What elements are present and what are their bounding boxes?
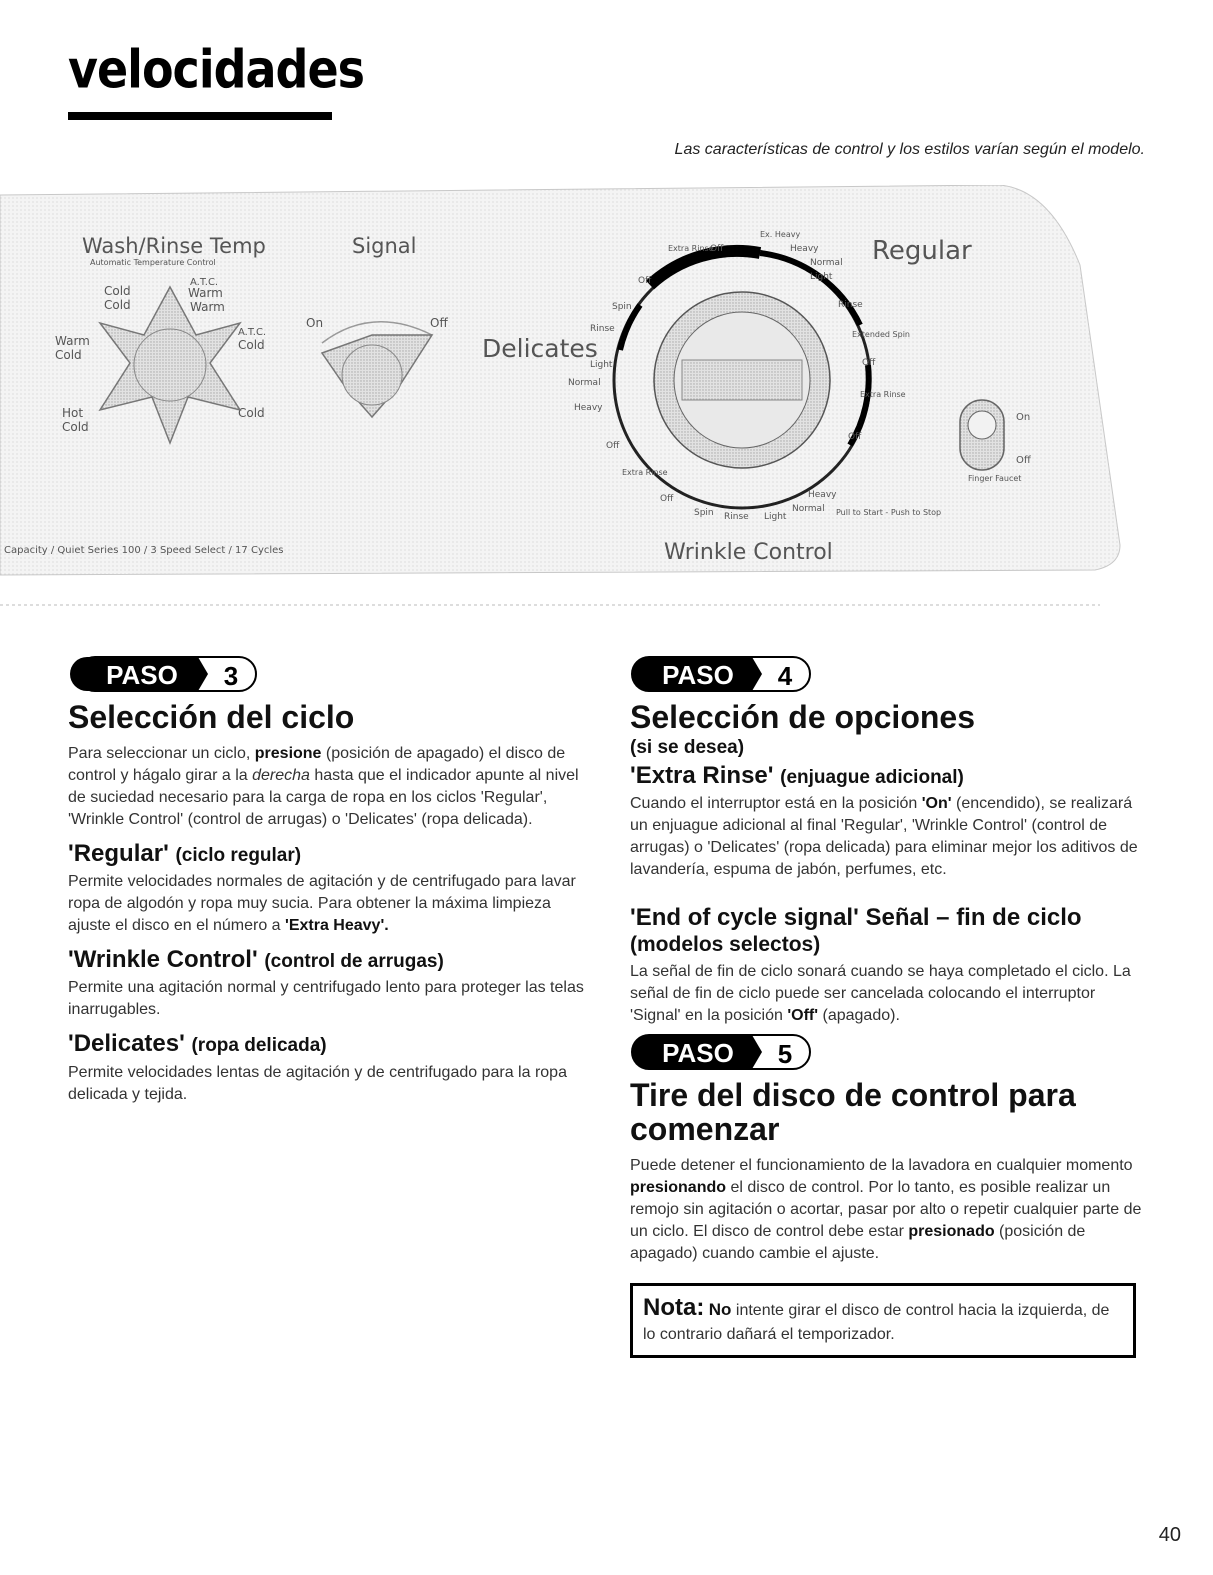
dial-heavy-left: Heavy: [574, 403, 603, 413]
temp-label-5: Warm: [55, 334, 90, 348]
dial-light-top: Light: [810, 272, 833, 282]
signal-off-label: Off: [430, 316, 448, 330]
dial-off-top: Off: [710, 244, 724, 254]
nota-text: intente girar el disco de control hacia la izquierda, de lo contrario dañará el temporizador.: [643, 1301, 1110, 1343]
finger-faucet-label: Finger Faucet: [968, 474, 1022, 483]
delicates-label: Delicates: [482, 334, 598, 363]
heading-wrinkle-control: 'Wrinkle Control' (control de arrugas): [68, 945, 444, 973]
paragraph-extra-rinse: Cuando el interruptor está en la posición 'On' (encendido), se realizará un enjuague adicional al final 'Regular', 'Wrinkle Control' (control de arrugas) o 'Delicates' (ropa delicada) para eliminar mejor los aditivos de lavandería, espuma de jabón, perfumes, etc.: [630, 794, 1138, 878]
dial-heavy-bottom: Heavy: [808, 490, 837, 500]
temp-label-10: Cold: [238, 406, 265, 420]
paso-4-badge: [630, 655, 840, 693]
dial-off-bottom: Off: [660, 494, 674, 504]
subheading-si-se-desea: (si se desea): [630, 736, 745, 758]
title-underline: [68, 112, 332, 120]
heading-regular: 'Regular' (ciclo regular): [68, 839, 302, 867]
left-column: [68, 655, 598, 1106]
wrinkle-control-label: Wrinkle Control: [664, 540, 833, 565]
dial-extra-rinse-right: Extra Rinse: [860, 390, 906, 399]
temp-label-6: Cold: [55, 348, 82, 362]
switch-on-label: On: [1016, 412, 1031, 423]
temp-atc-right: A.T.C.: [238, 327, 267, 338]
temp-label-7: Cold: [238, 338, 265, 352]
paragraph-regular: Permite velocidades normales de agitación y de centrifugado para lavar ropa de algodón y ropa muy sucia. Para obtener la máxima limpieza ajuste el disco en el número a 'Extra Heavy'.: [68, 872, 576, 934]
temp-label-9: Cold: [62, 420, 89, 434]
model-line: Capacity / Quiet Series 100 / 3 Speed Select / 17 Cycles: [4, 545, 284, 556]
paragraph-end-of-cycle-signal: La señal de fin de ciclo sonará cuando se haya completado el ciclo. La señal de fin de ciclo puede ser cancelada colocando el interruptor 'Signal' en la posición 'Off' (apagado).: [630, 963, 1131, 1025]
dial-rinse-left: Rinse: [590, 324, 615, 334]
control-panel-svg: [0, 185, 1213, 615]
wash-rinse-temp-label: Wash/Rinse Temp: [82, 234, 266, 258]
nota-box: [630, 1283, 1136, 1358]
dial-ex-heavy: Ex. Heavy: [760, 230, 801, 239]
dial-spin-bottom: Spin: [694, 508, 714, 518]
paragraph-seleccion-ciclo: Para seleccionar un ciclo, presione (posición de apagado) el disco de control y hágalo girar a la derecha hasta que el indicador apunte al nivel de suciedad necesario para la carga de ropa en los ciclos 'Regular', 'Wrinkle Control' (control de arrugas) o 'Delicates' (ropa delicada).: [68, 744, 579, 828]
paso-3-number: 3: [223, 661, 239, 691]
dial-extended-spin: Extended Spin: [852, 330, 910, 339]
dial-rinse-right: Rinse: [838, 300, 863, 310]
temp-label-1: Cold: [104, 284, 131, 298]
heading-tire-del-disco: Tire del disco de control para comenzar: [630, 1077, 1076, 1147]
dial-normal-bottom: Normal: [792, 504, 825, 514]
dial-rinse-bottom: Rinse: [724, 512, 749, 522]
dial-heavy-top: Heavy: [790, 244, 819, 254]
paso-4-word: PASO: [662, 660, 734, 690]
temp-label-4: Warm: [190, 300, 225, 314]
heading-delicates: 'Delicates' (ropa delicada): [68, 1030, 327, 1058]
nota-no: No: [708, 1299, 732, 1319]
dial-normal-top: Normal: [810, 258, 843, 268]
paso-5-word: PASO: [662, 1038, 734, 1069]
heading-extra-rinse: 'Extra Rinse' (enjuague adicional): [630, 761, 964, 789]
dial-off-right-bottom: Off: [848, 432, 862, 442]
paso-3-badge: [68, 655, 278, 693]
right-column: [630, 655, 1150, 1358]
signal-on-label: On: [306, 316, 324, 330]
paso-5-badge: [630, 1033, 840, 1071]
temp-label-3: Warm: [188, 286, 223, 300]
dial-off-left-top: Off: [638, 276, 652, 286]
paso-5-number: 5: [777, 1039, 793, 1070]
dial-normal-left: Normal: [568, 378, 601, 388]
subheading-modelos-selectos: (modelos selectos): [630, 933, 821, 957]
dial-off-right: Off: [862, 358, 876, 368]
atc-subtitle: Automatic Temperature Control: [90, 258, 216, 267]
temp-atc-top: A.T.C.: [190, 277, 219, 288]
paso-3-word: PASO: [106, 660, 178, 690]
models-note: Las características de control y los estilos varían según el modelo.: [674, 141, 1145, 158]
dial-extra-rinse-top: Extra Rinse: [668, 244, 714, 253]
paragraph-delicates: Permite velocidades lentas de agitación y de centrifugado para la ropa delicada y tejida.: [68, 1063, 567, 1103]
paragraph-wrinkle-control: Permite una agitación normal y centrifugado lento para proteger las telas inarrugables.: [68, 979, 584, 1019]
extra-rinse-switch[interactable]: [960, 400, 1004, 470]
switch-off-label: Off: [1016, 455, 1031, 466]
dial-off-left-bottom: Off: [606, 441, 620, 451]
heading-end-of-cycle-signal: 'End of cycle signal' Señal – fin de ciclo: [630, 903, 1082, 931]
control-panel-illustration: [0, 185, 1213, 615]
temp-label-8: Hot: [62, 406, 84, 420]
paragraph-tire-del-disco: Puede detener el funcionamiento de la lavadora en cualquier momento presionando el disco de control. Por lo tanto, es posible realizar un remojo sin agitación o acortar, pasar por alto o repetir cualquier parte de un ciclo. El disco de control debe estar presionado (posición de apagado) cuando cambie el ajuste.: [630, 1156, 1142, 1262]
regular-label: Regular: [872, 236, 972, 266]
page-number: 40: [1158, 1524, 1181, 1546]
dial-extra-rinse-bottom: Extra Rinse: [622, 468, 668, 477]
dial-light-bottom: Light: [764, 512, 787, 522]
paso-4-number: 4: [777, 661, 793, 691]
nota-label: Nota:: [643, 1293, 705, 1321]
heading-seleccion-ciclo: Selección del ciclo: [68, 699, 355, 735]
dial-light-left: Light: [590, 360, 613, 370]
dial-spin-left: Spin: [612, 302, 632, 312]
signal-label: Signal: [352, 234, 417, 258]
pull-start-label: Pull to Start - Push to Stop: [836, 508, 942, 517]
heading-seleccion-opciones: Selección de opciones: [630, 699, 975, 735]
temp-label-2: Cold: [104, 298, 131, 312]
page-title: velocidades: [68, 38, 365, 101]
